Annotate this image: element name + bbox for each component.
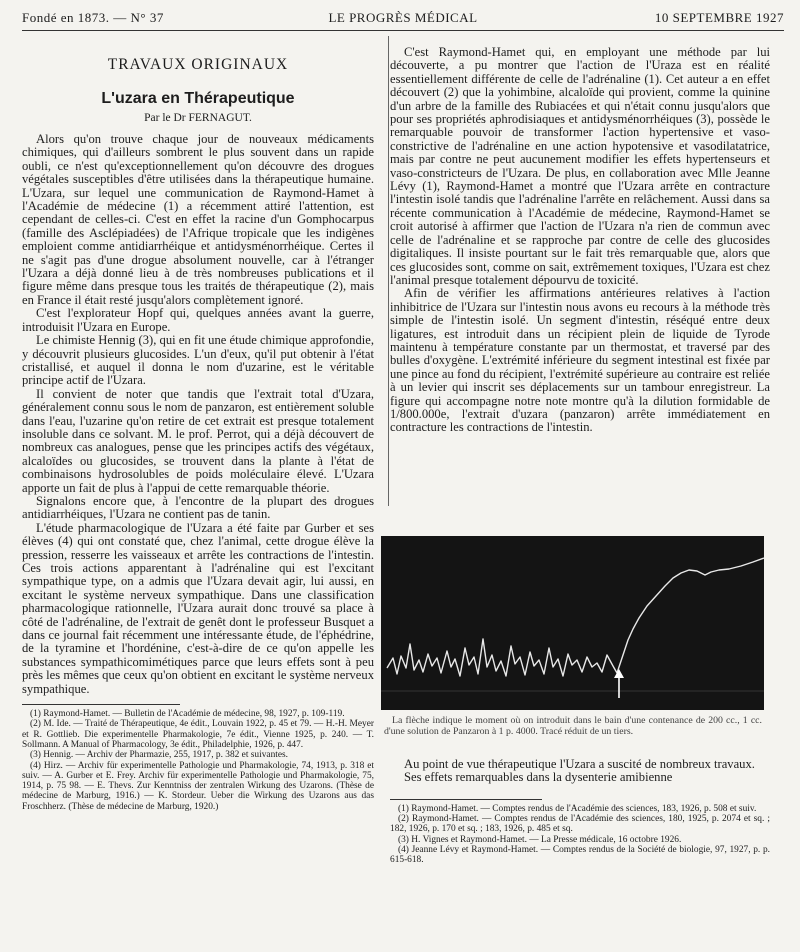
right-column [390, 46, 770, 435]
paragraph: Signalons encore que, à l'encontre de la plupart des drogues antidiarrhéiques, l'Uzara ne contient pas de tanin. [22, 493, 374, 522]
article-byline: Par le Dr FERNAGUT. [144, 112, 252, 124]
figure-caption: La flèche indique le moment où on introduit dans le bain d'une contenance de 200 cc., 1 cc. d'une solution de Panzaron à 1 p. 4000. Tracé réduit de un tiers. [384, 715, 762, 737]
footnote: (2) M. Ide. — Traité de Thérapeutique, 4e édit., Louvain 1922, p. 45 et 79. — H.-H. Meyer et R. Gottlieb. Die experimentelle Pharmakologie, 7e édit., Vienne 1925, p. 240. — T. Sollmann. A Manual of Pharmacology, 3e édit., Philadelphie, 1926, p. 447. [22, 719, 374, 750]
footnote: (4) Jeanne Lévy et Raymond-Hamet. — Comptes rendus de la Société de biologie, 97, 1927, p. p. 615-618. [390, 845, 770, 866]
header-journal-title: LE PROGRÈS MÉDICAL [328, 10, 478, 25]
footnote: (3) H. Vignes et Raymond-Hamet. — La Presse médicale, 16 octobre 1926. [398, 834, 682, 845]
section-title: TRAVAUX ORIGINAUX [107, 56, 289, 73]
column-divider [388, 36, 389, 506]
paragraph: Le chimiste Hennig (3), qui en fit une étude chimique approfondie, y découvrit plusieurs glucosides. L'un d'eux, qu'il put obtenir à l'état cristallisé, et auquel il donna le nom d'uzarine, est le véritable principe actif de l'Uzara. [22, 333, 374, 388]
paragraph: Afin de vérifier les affirmations antérieures relatives à l'action inhibitrice de l'Uzara sur l'intestin nous avons eu recours à la méthode très simple de l'intestin isolé. Un segment d'intestin, réséqué entre deux ligatures, est introduit dans un récipient plein de liquide de Tyrode maintenu à température constante par un thermostat, et traversé par des bulles d'oxygène. L'extrémité inférieure du segment intestinal est fixée par une pince au fond du récipient, l'extrémité supérieure au contraire est reliée à un levier qui inscrit ses déplacements sur un tambour enregistreur. La figure qui accompagne notre note montre qu'à la dilution formidable de 1/800.000e, l'extrait d'uzara (panzaron) arrête immédiatement en contracture les contractions de l'intestin. [390, 286, 770, 435]
paragraph: C'est l'explorateur Hopf qui, quelques années avant la guerre, introduisit l'Uzara en Europe. [22, 306, 374, 334]
header-rule [22, 30, 784, 31]
header-date: 10 SEPTEMBRE 1927 [654, 10, 784, 25]
header-founded: Fondé en 1873. — N° 37 [22, 10, 164, 25]
paragraph: Il convient de noter que tandis que l'extrait total d'Uzara, généralement connu sous le nom de panzaron, est entièrement soluble dans l'eau, l'uzarine qu'on retire de cet extrait est presque totalement insoluble dans ce solvant. M. le prof. Perrot, qui a déjà découvert de nombreux cas analogues, pense que les principes actifs des végétaux, alcaloïdes ou glucosides, se trouvent dans la plante à l'état de combinaisons hydrosolubles de poids moléculaire élevé. L'Uzara apporte un fait de plus à l'appui de cette remarquable théorie. [22, 386, 374, 495]
left-column [22, 56, 374, 812]
kymograph-figure [381, 536, 764, 710]
running-header [22, 10, 784, 26]
article-title: L'uzara en Thérapeutique [101, 90, 295, 107]
paragraph: C'est Raymond-Hamet qui, en employant une méthode par lui découverte, a pu montrer que l'action de l'Uraza est en réalité essentiellement différente de celle de l'adrénaline (1). Cet auteur a en effet découvert (2) que la yohimbine, alcaloïde qui provient, comme la quinine d'un arbre de la famille des Rubiacées et qui n'était connu jusqu'alors que pour ses propriétés aphrodisiaques et antidysménorrhéiques (3), possède le remarquable pouvoir de transformer l'action hypertensive et vaso-constrictive de l'adrénaline en une action hypotensive et vasodilatatrice, mais par contre ne peut aucunement modifier les effets hypertenseurs et vaso-constricteurs de l'Uzara. De plus, en collaboration avec Mlle Jeanne Lévy (1), Raymond-Hamet a montré que l'Uzara arrête en contracture l'intestin isolé tandis que l'adrénaline l'arrête en relâchement. Aussi dans sa récente communication à l'Académie de médecine, Raymond-Hamet se croit autorisé à affirmer que l'action de l'Uzara n'a rien de commun avec celle de l'adrénaline et se rapproche par contre de celle des glucosides digitaliques. Il insiste pourtant sur le fait très remarquable que, alors que ces glucosides sont, comme on sait, extrêmement toxiques, l'Uzara est chez l'animal presque totalement dépourvu de toxicité. [390, 46, 770, 287]
footnote: (4) Hirz. — Archiv für experimentelle Pathologie und Pharmakologie, 74, 1913, p. 318 et suiv. — A. Gurber et E. Frey. Archiv für experimentelle Pathologie und Pharmakologie, 75, 1914, p. 75 98. — E. Thevs. Zur Kenntniss der zentralen Wirkung des Uzarons. (Thèse de médecine de Marburg, 1916.) — K. Stordeur. Ueber die Wirkung des Uzarons aus das Froschherz. (Thèse de médecine de Marburg, 1920.) [22, 760, 374, 812]
footnote: (2) Raymond-Hamet. — Comptes rendus de l'Académie des sciences, 180, 1925, p. 2074 et sq. ; 182, 1926, p. 170 et sq. ; 183, 1926, p. 485 et sq. [390, 814, 770, 835]
right-column-lower [390, 758, 770, 866]
right-body [390, 46, 770, 435]
paragraph: Alors qu'on trouve chaque jour de nouveaux médicaments chimiques, qui d'ailleurs sombrent le plus souvent dans un rapide oubli, ce n'est qu'exceptionnellement qu'on découvre des drogues végétales susceptibles d'être utilisées dans la thérapeutique humaine. L'Uzara, sur lequel une communication de Raymond-Hamet à l'Académie de médecine (1) a récemment attiré l'attention, est cependant de celles-ci. C'est en effet la racine d'un Gomphocarpus (famille des Asclépiadées) de l'Afrique tropicale que les indigènes emploient comme antidiarrhéique et antidysménorrhéique. Certes il ne s'agit pas d'une drogue absolument nouvelle, car à l'étranger l'Uzara a déjà donné lieu à de très nombreuses publications et il figure même dans presque tous les traités de thérapeutique (2), mais en France il était resté jusqu'alors complètement ignoré. [22, 132, 374, 307]
footnote: (1) Raymond-Hamet. — Bulletin de l'Académie de médecine, 98, 1927, p. 109-119. [30, 709, 345, 720]
paragraph: Au point de vue thérapeutique l'Uzara a suscité de nombreux travaux. [404, 757, 755, 771]
footnote: (1) Raymond-Hamet. — Comptes rendus de l'Académie des sciences, 183, 1926, p. 508 et suiv. [398, 803, 757, 814]
paragraph: Ses effets remarquables dans la dysenterie amibienne [404, 770, 673, 785]
paragraph: L'étude pharmacologique de l'Uzara a été faite par Gurber et ses élèves (4) qui ont constaté que, chez l'animal, cette drogue élève la pression, resserre les vaisseaux et arrête les contractions de l'intestin. Ces trois actions apparentant à l'adrénaline qui est l'excitant sympathique type, on a admis que l'Uzara devait agir, lui aussi, en excitant le système nerveux sympathique. Dans une classification pharmacologique rationnelle, l'Uzara aurait donc trouvé sa place à côté de l'adrénaline, de l'extrait de genêt dont le professeur Busquet a dans ce journal fait récemment une intéressante étude, de l'éphédrine, de la tyramine et l'hordénine, c'est-à-dire de ce qu'on appelle les substances sympathicomimétiques parce que leurs effets sont à peu près les mêmes que ceux qu'on obtient en excitant le système nerveux sympathique. [22, 520, 374, 696]
left-body [22, 133, 374, 696]
footnote: (3) Hennig. — Archiv der Pharmazie, 255, 1917, p. 382 et suivantes. [30, 750, 289, 761]
right-lower-body [390, 758, 770, 785]
kymograph-trace [381, 536, 764, 710]
